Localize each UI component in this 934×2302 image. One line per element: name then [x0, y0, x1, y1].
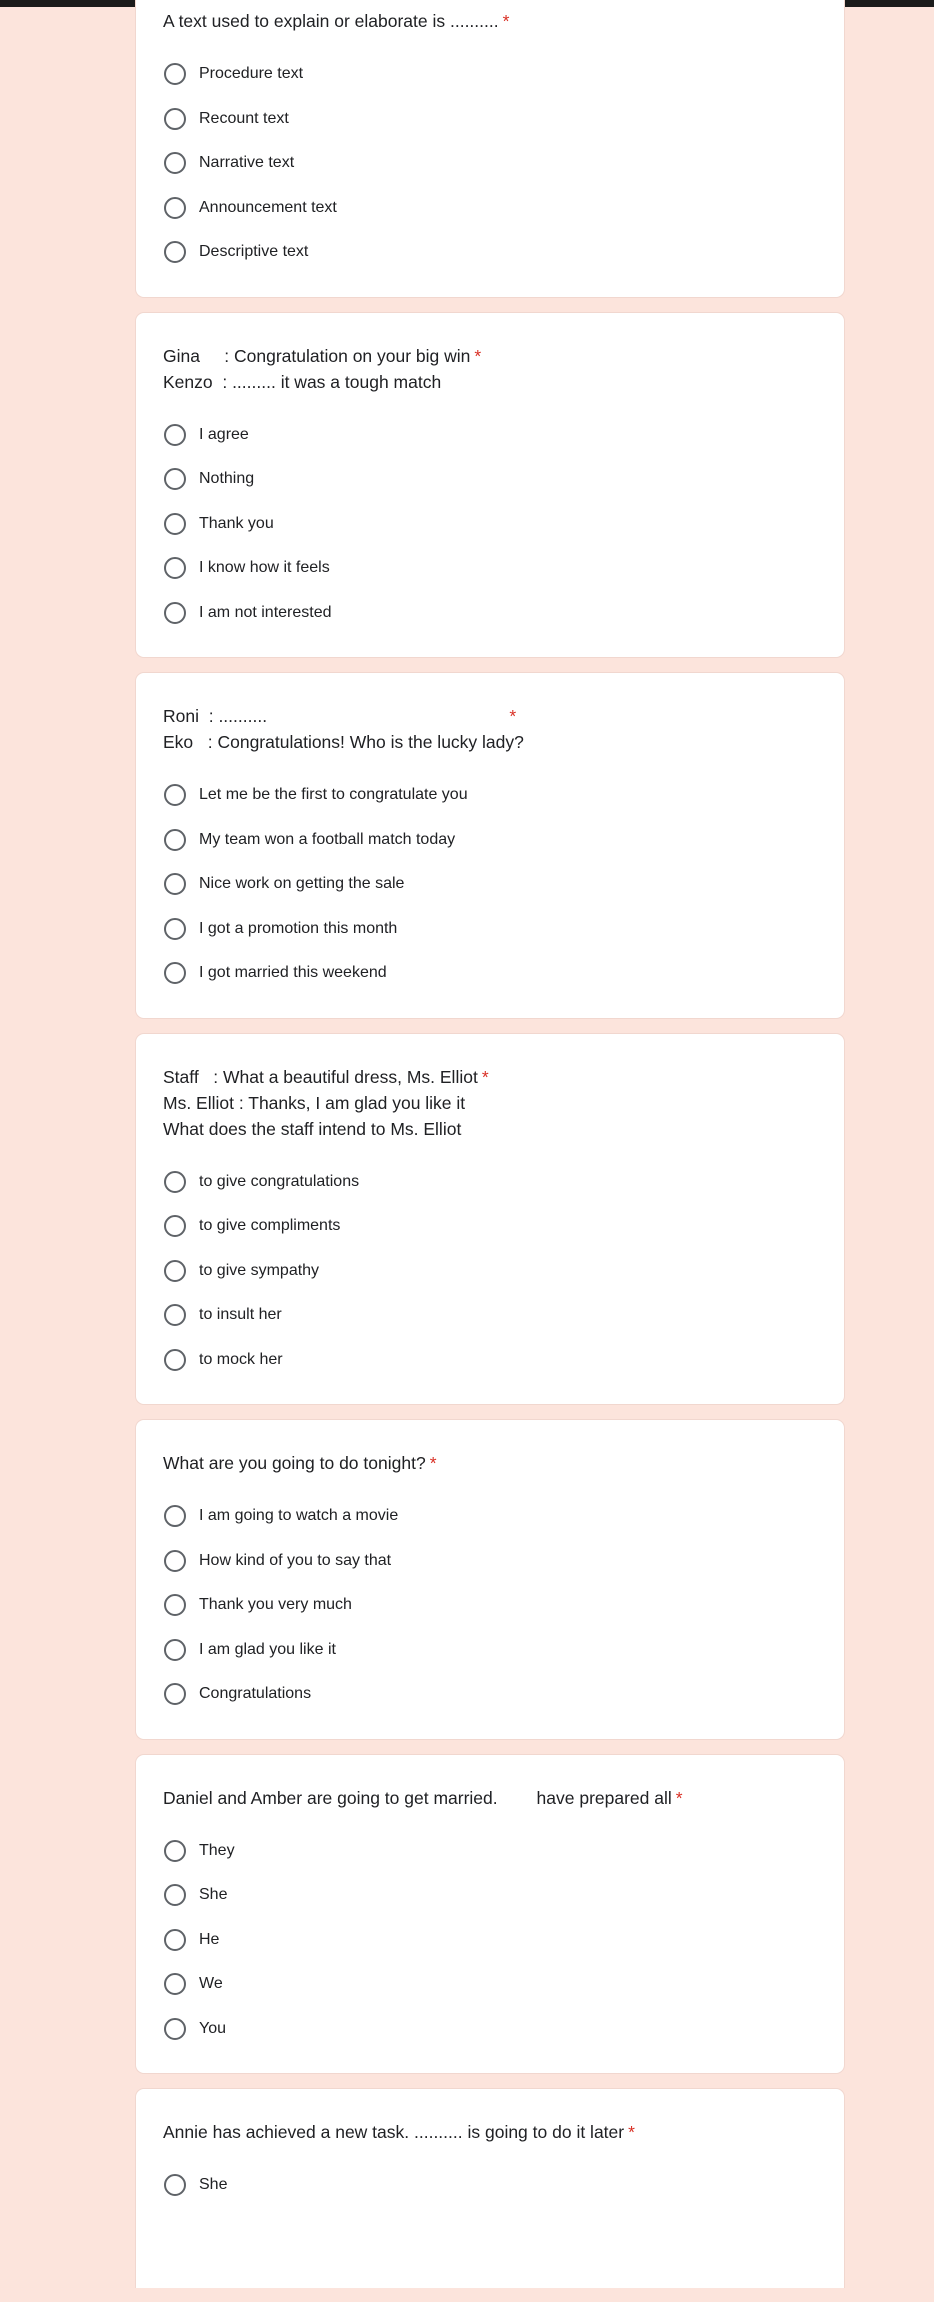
- question-line: Roni : ..........: [163, 706, 506, 726]
- required-asterisk: *: [509, 706, 517, 726]
- option-congratulations[interactable]: [163, 1160, 817, 1205]
- radio-button[interactable]: [164, 1973, 186, 1995]
- radio-button[interactable]: [164, 1304, 186, 1326]
- radio-button[interactable]: [164, 63, 186, 85]
- option-label: They: [199, 1841, 235, 1859]
- option-mock[interactable]: [163, 1338, 817, 1383]
- question-card-1: [135, 0, 845, 298]
- required-asterisk: *: [474, 345, 482, 366]
- question-title: [163, 1785, 817, 1811]
- question-line: What does the staff intend to Ms. Elliot: [163, 1118, 462, 1139]
- option-label: I know how it feels: [199, 559, 330, 577]
- option-procedure-text[interactable]: [163, 52, 817, 97]
- question-line: Annie has achieved a new task. .......... is going to do it later: [163, 2122, 625, 2142]
- radio-button[interactable]: [164, 1260, 186, 1282]
- radio-button[interactable]: [164, 1884, 186, 1906]
- option-my-team-won[interactable]: [163, 818, 817, 863]
- question-line: A text used to explain or elaborate is ..........: [163, 11, 499, 31]
- option-label: Congratulations: [199, 1685, 312, 1703]
- radio-button[interactable]: [164, 829, 186, 851]
- option-thank-you[interactable]: [163, 502, 817, 547]
- option-let-me-be-the-first[interactable]: [163, 773, 817, 818]
- radio-button[interactable]: [164, 152, 186, 174]
- option-how-kind[interactable]: [163, 1539, 817, 1584]
- radio-button[interactable]: [164, 197, 186, 219]
- option-label: Thank you very much: [199, 1596, 352, 1614]
- options-list: [163, 773, 817, 996]
- radio-button[interactable]: [164, 1594, 186, 1616]
- option-label: Announcement text: [199, 198, 337, 216]
- radio-button[interactable]: [164, 468, 186, 490]
- radio-button[interactable]: [164, 1215, 186, 1237]
- question-title: [163, 703, 817, 755]
- option-label: I am glad you like it: [199, 1640, 336, 1658]
- question-card-4: [135, 1033, 845, 1406]
- radio-button[interactable]: [164, 962, 186, 984]
- option-label: Nothing: [199, 470, 255, 488]
- option-i-know-how-it-feels[interactable]: [163, 546, 817, 591]
- radio-button[interactable]: [164, 1550, 186, 1572]
- radio-button[interactable]: [164, 1840, 186, 1862]
- question-line: Daniel and Amber are going to get married. have prepared all: [163, 1787, 672, 1808]
- option-congratulations[interactable]: [163, 1672, 817, 1717]
- question-title: [163, 343, 817, 395]
- required-asterisk: *: [675, 1787, 683, 1808]
- option-label: to insult her: [199, 1306, 282, 1324]
- option-label: to give congratulations: [199, 1172, 360, 1190]
- options-list: [163, 1494, 817, 1717]
- radio-button[interactable]: [164, 2174, 186, 2196]
- question-card-6: [135, 1754, 845, 2075]
- radio-button[interactable]: [164, 1349, 186, 1371]
- option-label: Let me be the first to congratulate you: [199, 786, 468, 804]
- option-label: We: [199, 1975, 223, 1993]
- radio-button[interactable]: [164, 557, 186, 579]
- option-they[interactable]: [163, 1829, 817, 1874]
- options-list: [163, 2163, 817, 2208]
- question-line: Staff : What a beautiful dress, Ms. Elliot: [163, 1066, 478, 1087]
- required-asterisk: *: [429, 1453, 437, 1473]
- option-thank-you-very-much[interactable]: [163, 1583, 817, 1628]
- radio-button[interactable]: [164, 873, 186, 895]
- option-label: to mock her: [199, 1350, 283, 1368]
- options-list: [163, 1829, 817, 2052]
- option-label: Descriptive text: [199, 243, 309, 261]
- radio-button[interactable]: [164, 784, 186, 806]
- radio-button[interactable]: [164, 1929, 186, 1951]
- option-you[interactable]: [163, 2007, 817, 2052]
- option-compliments[interactable]: [163, 1204, 817, 1249]
- radio-button[interactable]: [164, 424, 186, 446]
- radio-button[interactable]: [164, 1639, 186, 1661]
- question-title: [163, 8, 817, 34]
- option-label: Procedure text: [199, 65, 304, 83]
- option-label: I am going to watch a movie: [199, 1507, 399, 1525]
- required-asterisk: *: [502, 11, 510, 31]
- option-label: to give sympathy: [199, 1261, 320, 1279]
- option-label: You: [199, 2019, 226, 2037]
- option-label: He: [199, 1930, 220, 1948]
- option-i-am-not-interested[interactable]: [163, 591, 817, 636]
- option-label: I am not interested: [199, 603, 332, 621]
- option-label: My team won a football match today: [199, 830, 456, 848]
- radio-button[interactable]: [164, 108, 186, 130]
- option-glad-you-like-it[interactable]: [163, 1628, 817, 1673]
- question-card-7: [135, 2088, 845, 2288]
- radio-button[interactable]: [164, 513, 186, 535]
- option-label: How kind of you to say that: [199, 1551, 392, 1569]
- option-nothing[interactable]: [163, 457, 817, 502]
- question-card-2: [135, 312, 845, 659]
- option-she[interactable]: [163, 1873, 817, 1918]
- option-i-agree[interactable]: [163, 413, 817, 458]
- option-sympathy[interactable]: [163, 1249, 817, 1294]
- option-label: She: [199, 2176, 228, 2194]
- option-watch-movie[interactable]: [163, 1494, 817, 1539]
- option-announcement-text[interactable]: [163, 186, 817, 231]
- options-list: [163, 52, 817, 275]
- question-title: [163, 2119, 817, 2145]
- option-narrative-text[interactable]: [163, 141, 817, 186]
- radio-button[interactable]: [164, 1171, 186, 1193]
- option-label: Thank you: [199, 514, 274, 532]
- option-label: I got married this weekend: [199, 964, 387, 982]
- options-list: [163, 413, 817, 636]
- question-line: Eko : Congratulations! Who is the lucky lady?: [163, 732, 524, 752]
- question-line: Ms. Elliot : Thanks, I am glad you like it: [163, 1092, 466, 1113]
- radio-button[interactable]: [164, 241, 186, 263]
- option-she[interactable]: [163, 2163, 817, 2208]
- form-questions: [135, 0, 845, 2302]
- radio-button[interactable]: [164, 2018, 186, 2040]
- option-he[interactable]: [163, 1918, 817, 1963]
- option-descriptive-text[interactable]: [163, 230, 817, 275]
- option-promotion[interactable]: [163, 907, 817, 952]
- options-list: [163, 1160, 817, 1383]
- option-label: I agree: [199, 425, 249, 443]
- option-label: I got a promotion this month: [199, 919, 398, 937]
- option-insult[interactable]: [163, 1293, 817, 1338]
- option-got-married[interactable]: [163, 951, 817, 996]
- option-label: Recount text: [199, 109, 289, 127]
- question-line: Gina : Congratulation on your big win: [163, 345, 471, 366]
- question-line: Kenzo : ......... it was a tough match: [163, 371, 442, 392]
- option-nice-work[interactable]: [163, 862, 817, 907]
- radio-button[interactable]: [164, 1505, 186, 1527]
- radio-button[interactable]: [164, 1683, 186, 1705]
- option-label: to give compliments: [199, 1217, 341, 1235]
- question-card-5: [135, 1419, 845, 1740]
- option-label: Nice work on getting the sale: [199, 875, 405, 893]
- required-asterisk: *: [628, 2122, 635, 2142]
- radio-button[interactable]: [164, 602, 186, 624]
- question-line: What are you going to do tonight?: [163, 1453, 426, 1473]
- question-title: [163, 1064, 817, 1142]
- radio-button[interactable]: [164, 918, 186, 940]
- option-we[interactable]: [163, 1962, 817, 2007]
- option-label: She: [199, 1886, 228, 1904]
- question-card-3: [135, 672, 845, 1019]
- question-title: [163, 1450, 817, 1476]
- option-recount-text[interactable]: [163, 97, 817, 142]
- option-label: Narrative text: [199, 154, 295, 172]
- required-asterisk: *: [481, 1066, 489, 1087]
